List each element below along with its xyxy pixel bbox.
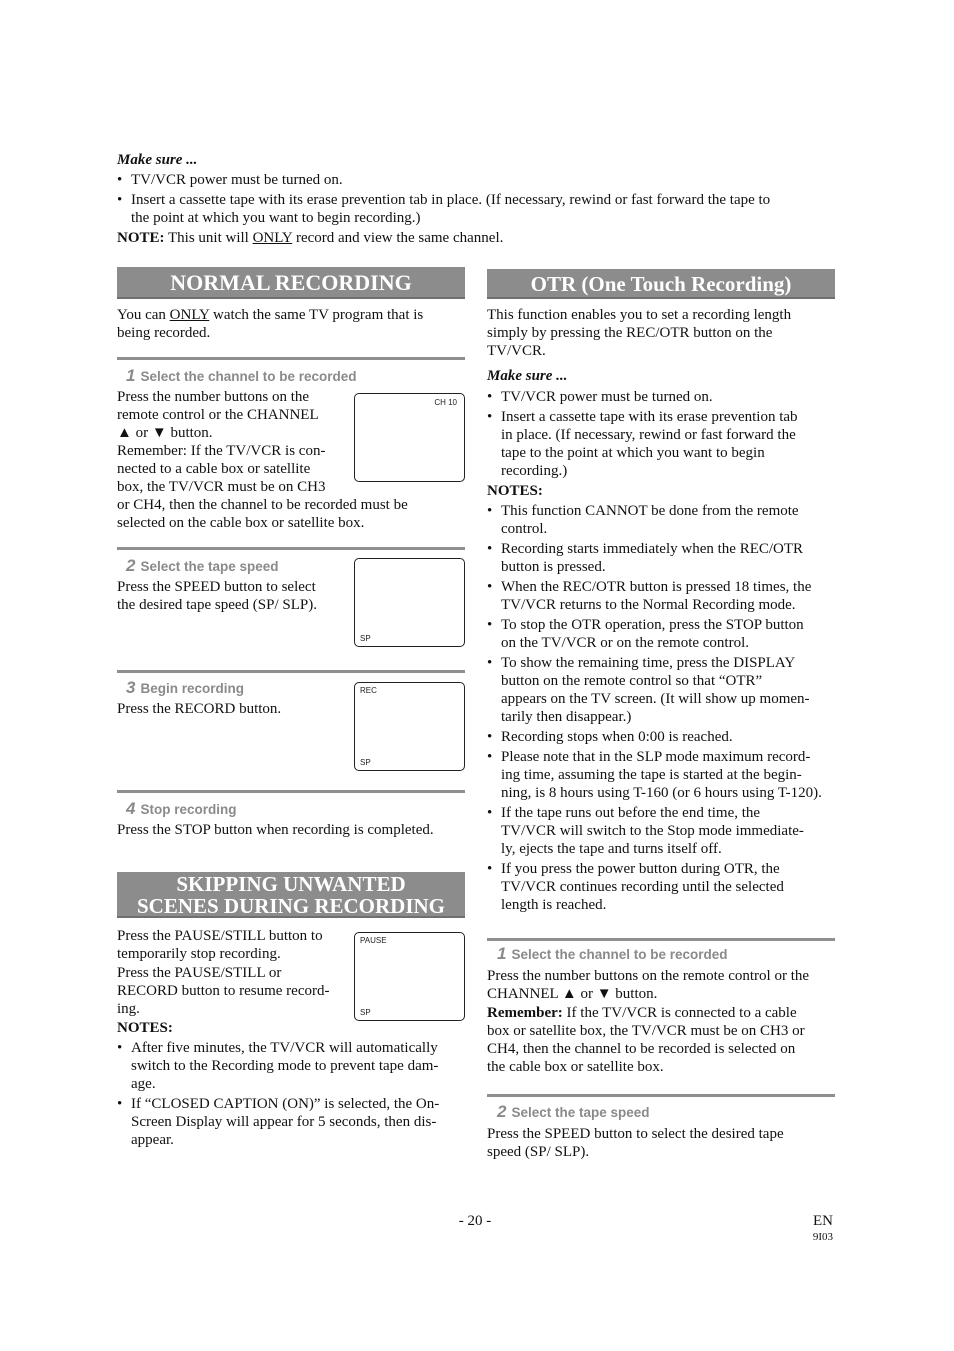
text-line: box, the TV/VCR must be on CH3: [117, 479, 326, 495]
text-line: TV/VCR continues recording until the selected: [501, 879, 784, 895]
step-label: Stop recording: [140, 802, 237, 817]
text-line: • Please note that in the SLP mode maximum record-: [501, 749, 811, 765]
step-2-heading: [126, 557, 279, 576]
otr-body: [487, 306, 839, 914]
text-line: CH4, then the channel to be recorded is selected on: [487, 1041, 796, 1057]
tv-screen-channel: [354, 393, 465, 482]
step-3-heading: [126, 679, 244, 698]
intro-bullet-cont: the point at which you want to begin recording.): [131, 210, 421, 226]
otr-step-1-text: [487, 967, 839, 1076]
note-item: [487, 728, 839, 746]
text-line: control.: [501, 521, 548, 537]
text-line: nected to a cable box or satellite: [117, 461, 311, 477]
step-label: Select the tape speed: [140, 559, 279, 574]
normal-intro-text: watch the same TV program that is: [209, 307, 424, 323]
screen-speed-text: SP: [360, 758, 371, 767]
text-line: the cable box or satellite box.: [487, 1059, 664, 1075]
step-label: Select the tape speed: [511, 1105, 650, 1120]
otr-step-2-heading: [497, 1103, 650, 1122]
screen-speed-text: SP: [360, 1008, 371, 1017]
note-label: NOTE:: [117, 230, 165, 246]
text-line: ly, ejects the tape and turns itself off.: [501, 841, 722, 857]
text-line: TV/VCR will switch to the Stop mode immediate-: [501, 823, 804, 839]
normal-intro-line: being recorded.: [117, 325, 211, 341]
skipping-title-line: SCENES DURING RECORDING: [136, 894, 446, 918]
divider: [117, 790, 465, 793]
text-line: switch to the Recording mode to prevent tape dam-: [131, 1058, 439, 1074]
text-line: • When the REC/OTR button is pressed 18 times, the: [501, 579, 812, 595]
note-item: [487, 616, 839, 652]
text-line: simply by pressing the REC/OTR button on the: [487, 325, 773, 341]
text-line: • TV/VCR power must be turned on.: [501, 389, 713, 405]
divider: [117, 670, 465, 673]
note-item: [487, 502, 839, 538]
otr-step-2-text: [487, 1125, 839, 1161]
screen-rec-text: REC: [360, 686, 377, 695]
text-line: appears on the TV screen. (It will show up momen-: [501, 691, 810, 707]
text-line: tape to the point at which you want to begin: [501, 445, 765, 461]
text-line: • To stop the OTR operation, press the STOP button: [501, 617, 804, 633]
step-1-heading: [126, 367, 357, 386]
text-line: ing time, assuming the tape is started at the begin-: [501, 767, 802, 783]
text-line: on the TV/VCR or on the remote control.: [501, 635, 750, 651]
text-line: • If the tape runs out before the end time, the: [501, 805, 761, 821]
page-number: - 20 -: [458, 1213, 492, 1229]
text-line: TV/VCR.: [487, 343, 546, 359]
note-item: [487, 860, 839, 914]
text-line: Screen Display will appear for 5 seconds, then dis-: [131, 1114, 437, 1130]
text-line: • If you press the power button during OTR, the: [501, 861, 780, 877]
text-line: ning, is 8 hours using T-160 (or 6 hours using T-120).: [501, 785, 822, 801]
text-line: remote control or the CHANNEL: [117, 407, 319, 423]
step-label: Select the channel to be recorded: [140, 369, 357, 384]
tv-screen-record: [354, 682, 465, 771]
remember-line: [487, 1004, 839, 1022]
step-label: Begin recording: [140, 681, 244, 696]
intro-section: [117, 151, 837, 247]
note-item: [487, 540, 839, 576]
text-line: speed (SP/ SLP).: [487, 1144, 590, 1160]
tv-screen-speed: [354, 558, 465, 647]
text-line: • This function CANNOT be done from the remote: [501, 503, 799, 519]
make-sure-item: [487, 388, 839, 406]
divider: [117, 357, 465, 360]
text-line: Press the STOP button when recording is completed.: [117, 822, 434, 838]
text-line: Press the PAUSE/STILL button to: [117, 928, 323, 944]
note-item: [487, 804, 839, 858]
step-number: 1: [126, 366, 136, 385]
skipping-notes: [117, 1019, 467, 1149]
text-line: • Insert a cassette tape with its erase prevention tab: [501, 409, 798, 425]
text-line: Press the number buttons on the remote control or the: [487, 968, 810, 984]
make-sure-item: [487, 408, 839, 480]
text-line: Press the SPEED button to select: [117, 579, 316, 595]
make-sure-heading: Make sure ...: [117, 152, 198, 168]
step-label: Select the channel to be recorded: [511, 947, 728, 962]
screen-channel-text: CH 10: [434, 398, 457, 407]
step-number: 4: [126, 799, 136, 818]
note-item: [487, 654, 839, 726]
notes-label: NOTES:: [487, 483, 543, 499]
note-item: [487, 578, 839, 614]
skipping-text: [117, 927, 357, 1018]
note-item: [487, 748, 839, 802]
normal-intro: [117, 306, 467, 342]
remember-text: If the TV/VCR is connected to a cable: [562, 1005, 797, 1021]
text-line: tarily then disappear.): [501, 709, 632, 725]
otr-step-1-heading: [497, 945, 728, 964]
text-line: TV/VCR returns to the Normal Recording mode.: [501, 597, 796, 613]
text-line: appear.: [131, 1132, 174, 1148]
text-line: length is reached.: [501, 897, 607, 913]
text-line: box or satellite box, the TV/VCR must be on CH3 or: [487, 1023, 805, 1039]
make-sure-heading: Make sure ...: [487, 368, 568, 384]
intro-note: [117, 229, 837, 247]
text-line: ▲ or ▼ button.: [117, 425, 213, 441]
normal-intro-only: ONLY: [169, 307, 210, 323]
skipping-title-line: SKIPPING UNWANTED: [176, 872, 406, 896]
normal-intro-text: You can: [117, 307, 170, 323]
text-line: or CH4, then the channel to be recorded must be: [117, 497, 408, 513]
text-line: • If “CLOSED CAPTION (ON)” is selected, the On-: [131, 1096, 440, 1112]
text-line: Press the number buttons on the: [117, 389, 310, 405]
text-line: RECORD button to resume record-: [117, 983, 330, 999]
text-line: Press the PAUSE/STILL or: [117, 965, 282, 981]
note-only: ONLY: [252, 230, 293, 246]
screen-pause-text: PAUSE: [360, 936, 387, 945]
skipping-heading: [117, 872, 465, 918]
divider: [487, 938, 835, 941]
step-4-heading: [126, 800, 236, 819]
step-number: 2: [497, 1102, 507, 1121]
text-line: button on the remote control so that “OTR”: [501, 673, 763, 689]
tv-screen-pause: [354, 932, 465, 1021]
language-code: EN: [813, 1213, 833, 1229]
otr-heading: OTR (One Touch Recording): [487, 269, 835, 299]
text-line: selected on the cable box or satellite box.: [117, 515, 365, 531]
text-line: Press the RECORD button.: [117, 701, 282, 717]
text-line: in place. (If necessary, rewind or fast forward the: [501, 427, 796, 443]
text-line: • Recording stops when 0:00 is reached.: [501, 729, 733, 745]
text-line: • Recording starts immediately when the REC/OTR: [501, 541, 804, 557]
text-line: recording.): [501, 463, 568, 479]
text-line: This function enables you to set a recording length: [487, 307, 792, 323]
text-line: temporarily stop recording.: [117, 946, 281, 962]
intro-bullet: • TV/VCR power must be turned on.: [117, 171, 837, 189]
text-line: • To show the remaining time, press the DISPLAY: [501, 655, 796, 671]
divider: [487, 1094, 835, 1097]
text-line: age.: [131, 1076, 156, 1092]
note-text: record and view the same channel.: [292, 230, 504, 246]
text-line: button is pressed.: [501, 559, 606, 575]
note-item: [117, 1039, 467, 1093]
screen-speed-text: SP: [360, 634, 371, 643]
text-line: Remember: If the TV/VCR is con-: [117, 443, 326, 459]
normal-recording-heading: NORMAL RECORDING: [117, 267, 465, 299]
text-line: the desired tape speed (SP/ SLP).: [117, 597, 317, 613]
divider: [117, 547, 465, 550]
step-2-text: [117, 578, 357, 614]
model-code: 9I03: [812, 1231, 833, 1243]
text-line: CHANNEL ▲ or ▼ button.: [487, 986, 658, 1002]
step-number: 1: [497, 944, 507, 963]
text-line: • After five minutes, the TV/VCR will automatically: [131, 1040, 438, 1056]
note-item: [117, 1095, 467, 1149]
text-line: ing.: [117, 1001, 140, 1017]
intro-bullet: • Insert a cassette tape with its erase prevention tab in place. (If necessary, rewind or fast forward the tape to: [117, 191, 837, 209]
step-number: 3: [126, 678, 136, 697]
remember-label: Remember:: [487, 1005, 563, 1021]
notes-label: NOTES:: [117, 1020, 173, 1036]
step-4-text: [117, 821, 467, 839]
text-line: Press the SPEED button to select the desired tape: [487, 1126, 784, 1142]
note-text: This unit will: [164, 230, 253, 246]
step-number: 2: [126, 556, 136, 575]
step-3-text: [117, 700, 357, 718]
